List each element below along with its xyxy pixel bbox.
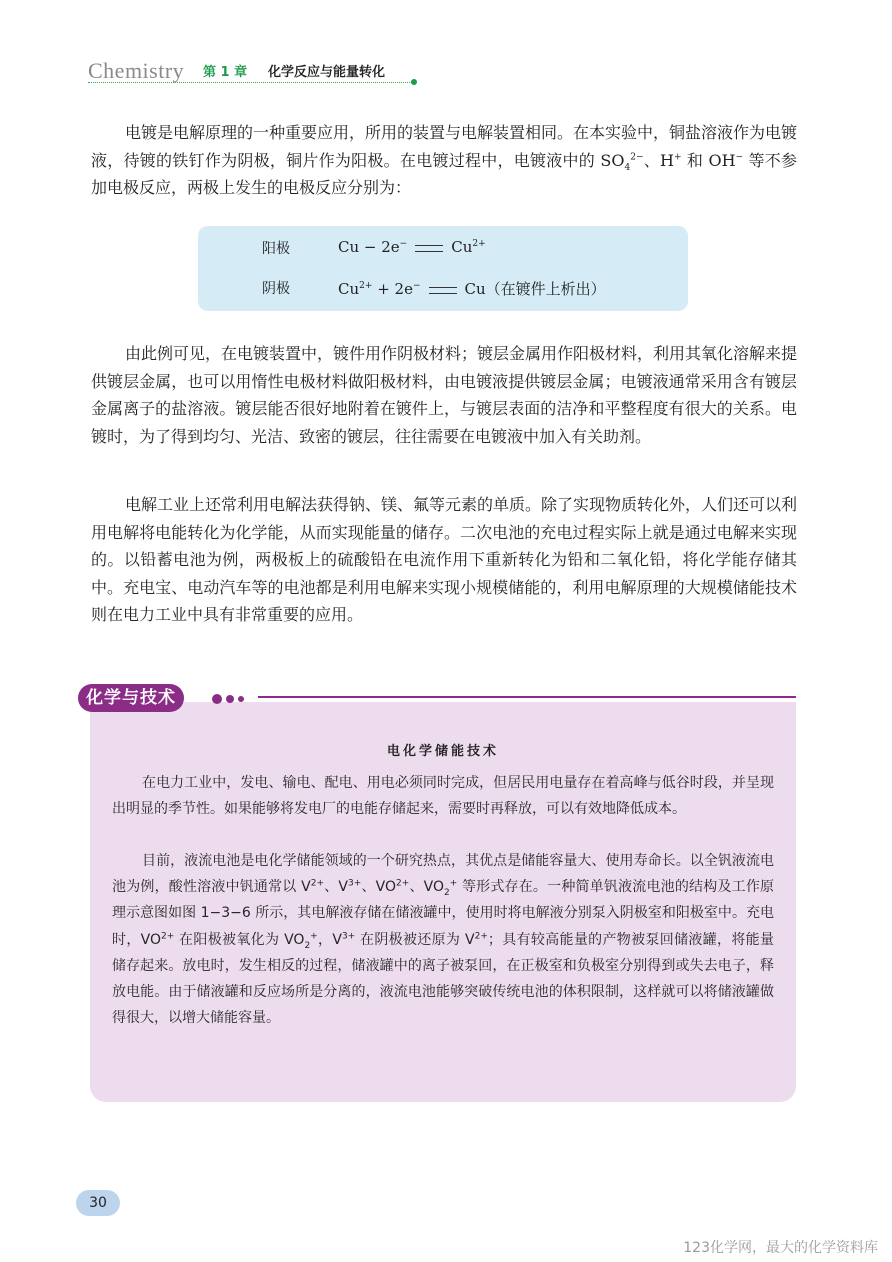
page-number-badge: 30	[76, 1190, 120, 1216]
tech-p2-text: ；具有较高能量的产物被泵回储液罐，将能量储存起来。放电时，发生相反的过程，储液罐中的离子被泵回，在正极室和负极室分别得到或失去电子，释放电能。由于储液罐和反应场所是分离的，液流电池能够突破传统电池的体积限制，这样就可以将储液罐做得很大，以增大储能容量。	[112, 931, 775, 1027]
tech-section-title: 电化学储能技术	[386, 744, 499, 759]
tech-paragraph-1	[112, 770, 774, 822]
anode-equation	[198, 238, 688, 262]
chapter-number: 第 1 章	[203, 65, 248, 80]
tech-p2-text: 在阳极被氧化为 VO	[174, 931, 305, 948]
cathode-right: Cu（在镀件上析出）	[464, 280, 606, 298]
paragraph-electroplating-summary	[91, 340, 797, 450]
paragraph-electrolysis-industry	[91, 491, 797, 629]
equals-sign-icon	[429, 287, 457, 294]
tech-p2-text: 等形式存在。一种简单钒液流电池的结构及工作原理示意图如图 1−3−6 所示，其电解液存储在储液罐中，使用时将电解液分别泵入阴极室和阳极室中。充电时，VO	[112, 879, 775, 948]
tech-section-label: 化学与技术	[78, 684, 184, 712]
ion-subscript: 2	[444, 888, 450, 898]
ion-charge: 2+	[161, 930, 175, 941]
tech-p1-text: 在电力工业中，发电、输电、配电、用电必须同时完成，但居民用电量存在着高峰与低谷时段，并呈现出明显的季节性。如果能够将发电厂的电能存储起来，需要时再释放，可以有效地降低成本。	[112, 775, 774, 818]
anode-e-charge: −	[399, 239, 408, 249]
tech-paragraph-2	[112, 848, 774, 1031]
equals-sign-icon	[415, 245, 443, 252]
tech-p2-text: 、V	[324, 879, 348, 896]
cathode-mid: + 2e	[372, 280, 413, 298]
chapter-title: 化学反应与能量转化	[268, 65, 386, 80]
cathode-left-charge: 2+	[359, 281, 373, 291]
p3-text: 电解工业上还常利用电解法获得钠、镁、氟等元素的单质。除了实现物质转化外，人们还可以利用电解将电能转化为化学能，从而实现能量的储存。二次电池的充电过程实际上就是通过电解来实现的。以铅蓄电池为例，两极板上的硫酸铅在电流作用下重新转化为铅和二氧化铅，将化学能存储其中。充电宝、电动汽车等的电池都是利用电解来实现小规模储能的，利用电解原理的大规模储能技术则在电力工业中具有非常重要的应用。	[91, 495, 798, 624]
p1-mid: 和 OH	[681, 150, 736, 170]
header-rule	[88, 82, 414, 83]
cathode-label: 阴极	[262, 281, 290, 297]
brand-text: Chemistry	[88, 58, 185, 83]
ion-charge: +	[449, 878, 458, 889]
header-dot-icon	[411, 79, 417, 85]
paragraph-electroplating-intro	[91, 119, 797, 202]
ion-charge: +	[310, 930, 318, 941]
cathode-e-charge: −	[412, 281, 421, 291]
cathode-left: Cu	[338, 280, 360, 298]
so4-superscript: 2−	[630, 152, 644, 163]
cathode-equation	[198, 278, 688, 302]
h-superscript: +	[674, 152, 682, 163]
tech-p2-text: 目前，液流电池是电化学储能领域的一个研究热点，其优点是储能容量大、使用寿命长。以全钒液流电池为例，酸性溶液中钒通常以 V	[112, 853, 774, 896]
anode-left: Cu − 2e	[338, 238, 400, 256]
p1-tail: 等不参加电极反应，两极上发生的电极反应分别为：	[91, 150, 797, 197]
ion-charge: 3+	[347, 878, 362, 889]
p1-text: 电镀是电解原理的一种重要应用，所用的装置与电解装置相同。在本实验中，铜盐溶液作为电镀液，待镀的铁钉作为阴极，铜片作为阳极。在电镀过程中，电镀液中的 SO	[91, 123, 798, 170]
ion-charge: 2+	[310, 878, 325, 889]
tech-p2-text: 在阴极被还原为 V	[355, 931, 475, 948]
tech-p2-text: ，V	[317, 931, 342, 948]
p1-sep: 、H	[643, 150, 674, 170]
tech-section-rule	[258, 696, 796, 698]
tech-p2-text: 、VO	[361, 879, 397, 896]
anode-label: 阳极	[262, 241, 290, 257]
so4-subscript: 4	[624, 162, 631, 173]
cathode-expression	[338, 278, 606, 299]
ion-charge: 2+	[474, 930, 488, 941]
anode-right-charge: 2+	[472, 239, 486, 249]
anode-expression	[338, 238, 486, 256]
ion-charge: 2+	[396, 878, 410, 889]
site-watermark: 123化学网，最大的化学资料库	[683, 1240, 878, 1256]
ion-subscript: 2	[304, 940, 311, 951]
electrode-equations-box	[198, 226, 688, 311]
tech-section-heading	[78, 684, 308, 714]
bullet-dot-icon	[212, 694, 222, 704]
bullet-dot-icon	[238, 696, 244, 702]
tech-p2-text: 、VO	[409, 879, 445, 896]
p2-text: 由此例可见，在电镀装置中，镀件用作阴极材料；镀层金属用作阳极材料，利用其氧化溶解来提供镀层金属，也可以用惰性电极材料做阳极材料，由电镀液提供镀层金属；电镀液通常采用含有镀层金属离子的盐溶液。镀层能否很好地附着在镀件上，与镀层表面的洁净和平整程度有很大的关系。电镀时，为了得到均匀、光洁、致密的镀层，往往需要在电镀液中加入有关助剂。	[91, 344, 798, 446]
ion-charge: 3+	[341, 930, 356, 941]
running-header	[88, 56, 418, 90]
oh-superscript: −	[735, 152, 744, 163]
anode-right: Cu	[451, 238, 473, 256]
bullet-dot-icon	[226, 695, 234, 703]
